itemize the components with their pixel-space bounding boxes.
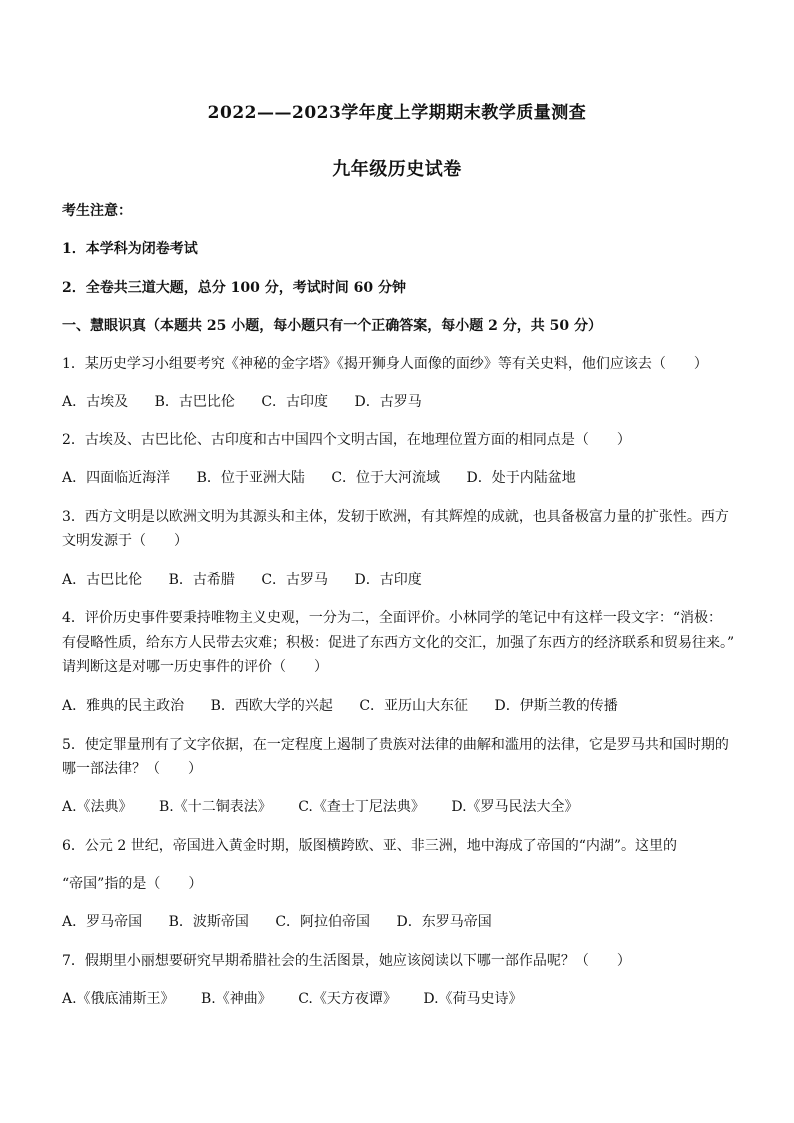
option-b: B．位于亚洲大陆: [196, 470, 305, 486]
question-2-stem-line-1: 2．古埃及、古巴比伦、古印度和古中国四个文明古国，在地理位置方面的相同点是（ ）: [62, 432, 631, 448]
section-heading: 一、慧眼识真（本题共 25 小题，每小题只有一个正确答案，每小题 2 分，共 50 分）: [62, 318, 602, 334]
option-a: A.《俄底浦斯王》: [62, 991, 175, 1007]
question-1-stem-line-1: 1．某历史学习小组要考究《神秘的金字塔》《揭开狮身人面像的面纱》等有关史料，他们应该去（ ）: [62, 356, 708, 372]
option-d: D．东罗马帝国: [396, 914, 492, 930]
option-c: C．位于大河流域: [331, 470, 441, 486]
option-b: B．古巴比伦: [154, 394, 235, 410]
option-c: C．古罗马: [261, 572, 329, 588]
option-b: B．古希腊: [168, 572, 235, 588]
question-5-options: [62, 797, 738, 817]
option-a: A．雅典的民主政治: [62, 698, 185, 714]
option-c: C.《天方夜谭》: [298, 991, 397, 1007]
option-d: D.《罗马民法大全》: [451, 799, 579, 815]
option-a: A．古巴比伦: [62, 572, 143, 588]
question-6-options: [62, 912, 738, 932]
option-d: D．伊斯兰教的传播: [494, 698, 618, 714]
option-c: C．阿拉伯帝国: [275, 914, 371, 930]
question-3-stem-line-1: 3．西方文明是以欧洲文明为其源头和主体，发轫于欧洲，有其辉煌的成就，也具备极富力量的扩张性。西方: [62, 509, 729, 525]
question-6-stem-line-1: 6．公元 2 世纪，帝国进入黄金时期，版图横跨欧、亚、非三洲，地中海成了帝国的“内湖”。这里的: [62, 838, 678, 854]
question-3-options: [62, 570, 738, 590]
option-c: C.《查士丁尼法典》: [298, 799, 425, 815]
option-a: A．罗马帝国: [62, 914, 143, 930]
option-b: B.《神曲》: [201, 991, 272, 1007]
option-d: D．古罗马: [354, 394, 422, 410]
question-4-stem-line-2: 有侵略性质，给东方人民带去灾难；积极：促进了东西方文化的交汇，加强了东西方的经济联系和贸易往来。”: [62, 635, 735, 651]
option-d: D.《荷马史诗》: [423, 991, 523, 1007]
option-d: D．处于内陆盆地: [466, 470, 576, 486]
option-d: D．古印度: [354, 572, 422, 588]
question-4-options: [62, 696, 738, 716]
question-7-stem-line-1: 7．假期里小丽想要研究早期希腊社会的生活图景，她应该阅读以下哪一部作品呢？（ ）: [62, 953, 631, 969]
exam-subtitle: 九年级历史试卷: [332, 159, 462, 180]
notice-item-2: 2．全卷共三道大题，总分 100 分，考试时间 60 分钟: [62, 280, 406, 296]
option-b: B.《十二铜表法》: [159, 799, 272, 815]
option-a: A．古埃及: [62, 394, 129, 410]
option-b: B．波斯帝国: [168, 914, 249, 930]
question-5-stem-line-1: 5．使定罪量刑有了文字依据，在一定程度上遏制了贵族对法律的曲解和滥用的法律，它是罗马共和国时期的: [62, 737, 729, 753]
notice-item-1: 1．本学科为闭卷考试: [62, 241, 198, 257]
option-c: C．古印度: [261, 394, 329, 410]
question-3-stem-line-2: 文明发源于（ ）: [62, 533, 188, 549]
notice-heading: 考生注意：: [62, 203, 132, 219]
question-6-stem-line-2: “帝国”指的是（ ）: [62, 876, 203, 892]
question-7-options: [62, 989, 738, 1009]
question-4-stem-line-3: 请判断这是对哪一历史事件的评价（ ）: [62, 659, 328, 675]
question-4-stem-line-1: 4．评价历史事件要秉持唯物主义史观，一分为二，全面评价。小林同学的笔记中有这样一段文字：“消极：: [62, 610, 723, 626]
option-b: B．西欧大学的兴起: [210, 698, 333, 714]
question-2-options: [62, 468, 738, 488]
option-a: A.《法典》: [62, 799, 133, 815]
question-5-stem-line-2: 哪一部法律？（ ）: [62, 761, 202, 777]
question-1-options: [62, 392, 738, 412]
exam-title: 2022——2023学年度上学期期末教学质量测查: [207, 103, 587, 123]
option-a: A．四面临近海洋: [62, 470, 171, 486]
option-c: C．亚历山大东征: [359, 698, 469, 714]
